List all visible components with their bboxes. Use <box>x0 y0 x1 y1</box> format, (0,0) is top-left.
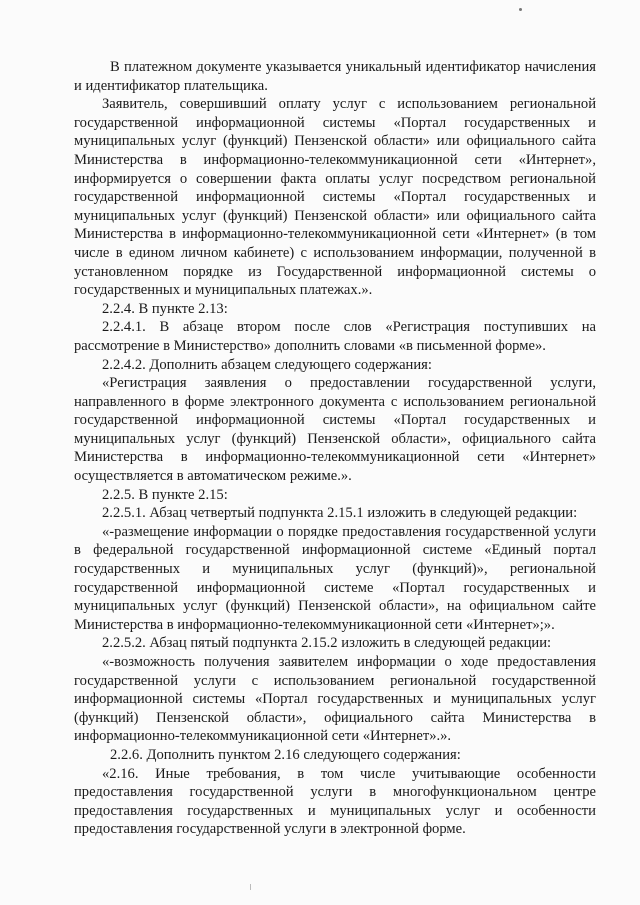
paragraph-2-2-4-1: 2.2.4.1. В абзаце втором после слов «Регистрация поступивших на рассмотрение в Министерство» дополнить словами «в письменной форме». <box>74 319 596 354</box>
document-body <box>74 58 596 839</box>
paragraph-2-2-6: 2.2.6. Дополнить пунктом 2.16 следующего содержания: <box>110 746 461 763</box>
paragraph-registration-quote: «Регистрация заявления о предоставлении государственной услуги, направленного в форме электронного документа с использованием региональной государственной информационной системы «Портал государственных и муниципальных услуг (функций) Пензенской области», официального сайта Министерства в информационно-телекоммуникационной сети «Интернет» осуществляется в автоматическом режиме.». <box>74 375 596 485</box>
paragraph-placement-quote: «-размещение информации о порядке предоставления государственной услуги в федеральной государственной информационной системе «Единый портал государственных и муниципальных услуг (функций)», региональной государственной информационной системе «Портал государственных и муниципальных услуг (функций) Пензенской области», на официальном сайте Министерства в информационно-телекоммуникационной сети «Интернет»;». <box>74 523 596 633</box>
paragraph-2-2-4-2: 2.2.4.2. Дополнить абзацем следующего содержания: <box>102 356 432 373</box>
scan-artifact <box>250 884 251 890</box>
scan-artifact <box>519 8 522 11</box>
paragraph-2-2-5-1: 2.2.5.1. Абзац четвертый подпункта 2.15.1 изложить в следующей редакции: <box>102 505 578 522</box>
paragraph-status-quote: «-возможность получения заявителем информации о ходе предоставления государственной услуги с использованием региональной государственной информационной системы «Портал государственных и муниципальных услуг (функций) Пензенской области», официального сайта Министерства в информационно-телекоммуникационной сети «Интернет».». <box>74 654 596 745</box>
heading-2-2-4: 2.2.4. В пункте 2.13: <box>102 300 228 317</box>
paragraph-2-16-quote: «2.16. Иные требования, в том числе учитывающие особенности предоставления государственной услуги в многофункциональном центре предоставления государственных и муниципальных услуг и особенности предоставления государственной услуги в электронной форме. <box>74 765 596 838</box>
paragraph-payment-id: В платежном документе указывается уникальный идентификатор начисления и идентификатор плательщика. <box>74 59 596 94</box>
paragraph-2-2-5-2: 2.2.5.2. Абзац пятый подпункта 2.15.2 изложить в следующей редакции: <box>102 635 552 652</box>
paragraph-applicant-info: Заявитель, совершивший оплату услуг с использованием региональной государственной информационной системы «Портал государственных и муниципальных услуг (функций) Пензенской области» или официального сайта Министерства в информационно-телекоммуникационной сети «Интернет», информируется о совершении факта оплаты услуг посредством региональной государственной информационной системы «Портал государственных и муниципальных услуг (функций) Пензенской области» или официального сайта Министерства в информационно-телекоммуникационной сети «Интернет» (в том числе в едином личном кабинете) с использованием информации, полученной в установленном порядке из Государственной информационной системы о государственных и муниципальных платежах.». <box>74 96 596 299</box>
heading-2-2-5: 2.2.5. В пункте 2.15: <box>102 486 228 503</box>
